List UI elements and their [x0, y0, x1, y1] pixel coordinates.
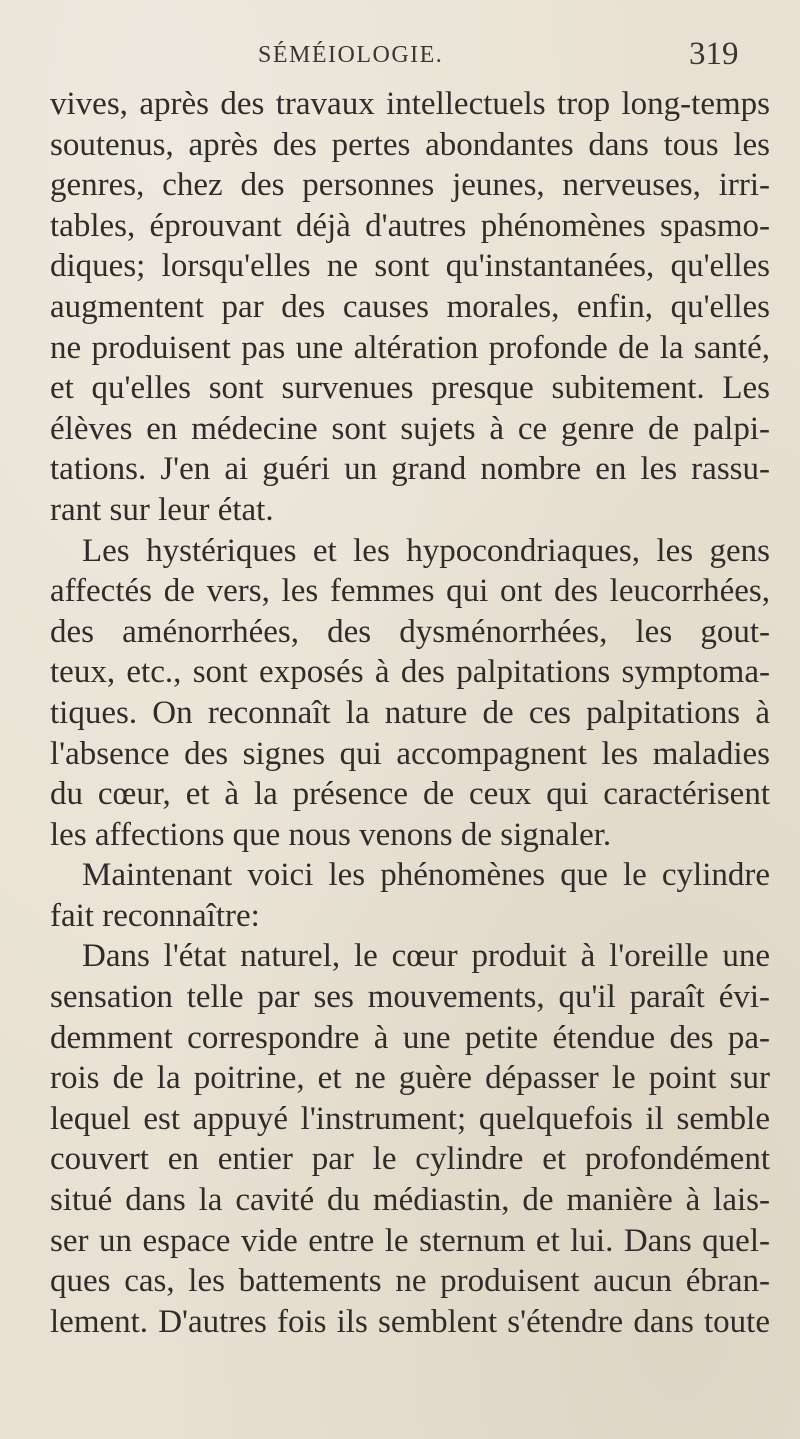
- text-line: ne produisent pas une altération profonde de la santé,: [50, 329, 770, 366]
- page-number: 319: [689, 36, 739, 72]
- text-line: couvert en entier par le cylindre et profondément: [50, 1141, 770, 1178]
- text-line: vives, après des travaux intellectuels trop long-temps: [50, 86, 770, 122]
- text-line: lequel est appuyé l'instrument; quelquefois il semble: [50, 1100, 770, 1137]
- text-line: du cœur, et à la présence de ceux qui caractérisent: [50, 776, 770, 813]
- paragraph-end-line: fait reconnaître:: [50, 897, 260, 934]
- paragraph-end-line: les affections que nous venons de signaler.: [50, 816, 612, 853]
- page-header: [0, 34, 800, 74]
- text-line: augmentent par des causes morales, enfin, qu'elles: [50, 288, 770, 325]
- paragraph-end-line: rant sur leur état.: [50, 491, 274, 528]
- text-line: tiques. On reconnaît la nature de ces palpitations à: [50, 694, 770, 731]
- text-line: teux, etc., sont exposés à des palpitations symptoma-: [50, 654, 770, 691]
- text-line: rois de la poitrine, et ne guère dépasser le point sur: [50, 1060, 770, 1097]
- text-line: demment correspondre à une petite étendue des pa-: [50, 1019, 770, 1056]
- text-line: ques cas, les battements ne produisent aucun ébran-: [50, 1263, 770, 1300]
- paragraph-start-line: Maintenant voici les phénomènes que le cylindre: [82, 857, 770, 894]
- paragraph-start-line: Dans l'état naturel, le cœur produit à l'oreille une: [82, 938, 770, 975]
- paragraph-start-line: Les hystériques et les hypocondriaques, les gens: [82, 532, 770, 569]
- text-line: des aménorrhées, des dysménorrhées, les gout-: [50, 613, 770, 650]
- text-line: élèves en médecine sont sujets à ce genre de palpi-: [50, 410, 770, 447]
- text-line: affectés de vers, les femmes qui ont des leucorrhées,: [50, 573, 770, 610]
- text-line: lement. D'autres fois ils semblent s'étendre dans toute: [50, 1303, 770, 1340]
- running-title: SÉMÉIOLOGIE.: [258, 42, 444, 68]
- text-line: genres, chez des personnes jeunes, nerveuses, irri-: [50, 167, 770, 204]
- text-line: tables, éprouvant déjà d'autres phénomènes spasmo-: [50, 207, 770, 244]
- text-line: et qu'elles sont survenues presque subitement. Les: [50, 370, 770, 407]
- text-line: diques; lorsqu'elles ne sont qu'instantanées, qu'elles: [50, 248, 770, 285]
- text-line: soutenus, après des pertes abondantes dans tous les: [50, 126, 770, 163]
- text-line: ser un espace vide entre le sternum et lui. Dans quel-: [50, 1222, 770, 1259]
- text-line: l'absence des signes qui accompagnent les maladies: [50, 735, 770, 772]
- text-line: sensation telle par ses mouvements, qu'il paraît évi-: [50, 979, 770, 1016]
- text-line: situé dans la cavité du médiastin, de manière à lais-: [50, 1182, 770, 1219]
- text-line: tations. J'en ai guéri un grand nombre en les rassu-: [50, 451, 770, 488]
- body-text: [50, 84, 770, 1342]
